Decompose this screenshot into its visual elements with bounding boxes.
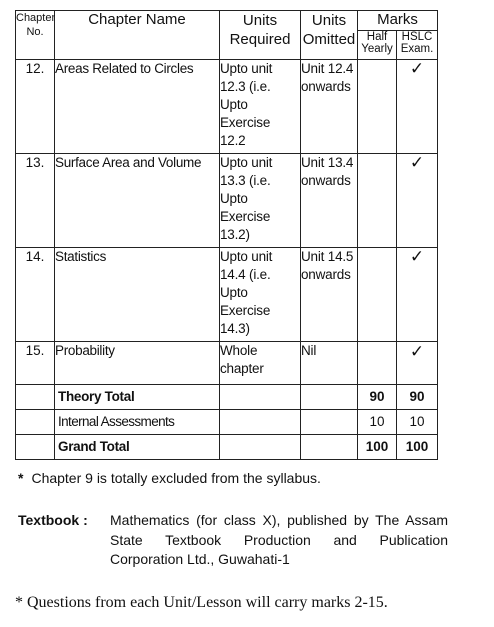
textbook-text: Mathematics (for class X), published by The Assam State Textbook Production and Publication Corporation Ltd., Guwahati-1	[110, 512, 448, 567]
units-required: Upto unit 12.3 (i.e. Upto Exercise 12.2	[220, 60, 301, 154]
checkmark-icon: ✓	[409, 59, 425, 78]
half-yearly-total: 100	[358, 435, 397, 460]
total-label: Internal Assessments	[55, 410, 220, 435]
hslc-total: 90	[397, 385, 438, 410]
checkmark-icon: ✓	[409, 153, 425, 172]
units-required: Whole chapter	[220, 342, 301, 385]
half-yearly-total: 10	[358, 410, 397, 435]
units-required: Upto unit 13.3 (i.e. Upto Exercise 13.2)	[220, 154, 301, 248]
chapter-name: Areas Related to Circles	[55, 60, 220, 154]
half-yearly-mark	[358, 342, 397, 385]
units-omitted: Unit 13.4 onwards	[301, 154, 358, 248]
units-omitted: Nil	[301, 342, 358, 385]
hslc-mark	[397, 154, 438, 248]
chapter-name: Surface Area and Volume	[55, 154, 220, 248]
half-yearly-mark	[358, 248, 397, 342]
exclusion-note	[18, 470, 321, 486]
header-chapter-no: Chapter No.	[16, 11, 55, 60]
theory-total-row	[16, 385, 438, 410]
asterisk: *	[18, 470, 24, 486]
half-yearly-total: 90	[358, 385, 397, 410]
hslc-mark	[397, 248, 438, 342]
units-required: Upto unit 14.4 (i.e. Upto Exercise 14.3)	[220, 248, 301, 342]
units-omitted: Unit 14.5 onwards	[301, 248, 358, 342]
footer-note: * Questions from each Unit/Lesson will carry marks 2-15.	[15, 594, 388, 611]
checkmark-icon: ✓	[409, 247, 425, 266]
units-omitted: Unit 12.4 onwards	[301, 60, 358, 154]
chapter-no: 12.	[16, 60, 55, 154]
chapter-no: 14.	[16, 248, 55, 342]
table-row	[16, 154, 438, 248]
header-half-yearly: Half Yearly	[358, 31, 397, 60]
textbook-info	[18, 511, 448, 570]
chapter-name: Probability	[55, 342, 220, 385]
hslc-total: 100	[397, 435, 438, 460]
grand-total-row	[16, 435, 438, 460]
header-chapter-name: Chapter Name	[55, 11, 220, 60]
note-text: Chapter 9 is totally excluded from the syllabus.	[31, 470, 321, 486]
checkmark-icon: ✓	[409, 342, 425, 361]
textbook-label: Textbook :	[18, 512, 88, 528]
hslc-mark	[397, 60, 438, 154]
table-row	[16, 248, 438, 342]
chapter-no: 13.	[16, 154, 55, 248]
header-units-omitted: Units Omitted	[301, 11, 358, 60]
header-units-required: Units Required	[220, 11, 301, 60]
table-row	[16, 342, 438, 385]
internal-assessment-row	[16, 410, 438, 435]
half-yearly-mark	[358, 60, 397, 154]
half-yearly-mark	[358, 154, 397, 248]
table-row	[16, 60, 438, 154]
chapter-name: Statistics	[55, 248, 220, 342]
chapter-no: 15.	[16, 342, 55, 385]
header-marks: Marks	[358, 11, 438, 31]
syllabus-table	[15, 10, 438, 460]
total-label: Grand Total	[55, 435, 220, 460]
hslc-mark	[397, 342, 438, 385]
total-label: Theory Total	[55, 385, 220, 410]
header-hslc: HSLC Exam.	[397, 31, 438, 60]
hslc-total: 10	[397, 410, 438, 435]
